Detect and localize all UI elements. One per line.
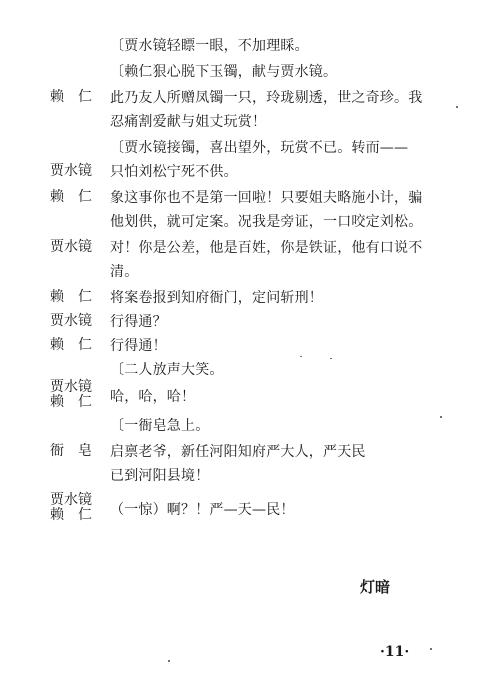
scan-speck: [430, 648, 432, 650]
scan-speck: [330, 358, 332, 359]
speaker-name: 贾水镜: [50, 379, 92, 395]
dialogue-line: 已到河阳县境！: [110, 468, 210, 484]
dialogue-line: 行得通？: [110, 314, 167, 330]
dialogue-line: 象这事你也不是第一回啦！只要姐夫略施小计，骗: [110, 190, 423, 206]
speaker-name: 赖 仁: [50, 189, 92, 205]
dialogue-line: 只怕刘松宁死不供。: [110, 164, 238, 180]
speaker-name: 赖 仁: [50, 394, 92, 410]
dialogue-line: 清。: [110, 264, 139, 280]
speaker-name: 赖 仁: [50, 289, 92, 305]
speaker-name: 衙 皂: [50, 443, 92, 459]
joint-speakers: [50, 380, 92, 410]
stage-direction: 〔一衙皂急上。: [110, 418, 210, 434]
speaker-name: 贾水镜: [50, 239, 92, 255]
dialogue-line: 启禀老爷，新任河阳知府严大人，严天民: [110, 444, 366, 460]
dialogue-line: 行得通！: [110, 338, 167, 354]
page-number: ·11·: [380, 644, 410, 660]
dialogue-line: 此乃友人所赠凤镯一只，玲珑剔透，世之奇珍。我: [110, 90, 423, 106]
speaker-name: 赖 仁: [50, 89, 92, 105]
dialogue-line: 哈，哈，哈！: [110, 389, 196, 405]
dialogue-line: （一惊）啊？！严—天—民！: [110, 502, 295, 518]
stage-direction: 〔二人放声大笑。: [110, 362, 224, 378]
speaker-name: 赖 仁: [50, 507, 92, 523]
stage-direction-lights-out: 灯暗: [360, 578, 391, 596]
dialogue-line: 他划供，就可定案。况我是旁证，一口咬定刘松。: [110, 214, 423, 230]
joint-speakers: [50, 493, 92, 523]
scan-speck: [440, 416, 442, 418]
stage-direction: 〔贾水镜接镯，喜出望外，玩赏不已。转而——: [110, 140, 409, 156]
stage-direction: 〔贾水镜轻瞟一眼，不加理睬。: [110, 38, 309, 54]
dialogue-line: 对！你是公差，他是百姓，你是铁证，他有口说不: [110, 240, 423, 256]
speaker-name: 贾水镜: [50, 163, 92, 179]
scan-speck: [456, 106, 458, 108]
speaker-name: 贾水镜: [50, 313, 92, 329]
speaker-name: 赖 仁: [50, 337, 92, 353]
dialogue-line: 将案卷报到知府衙门，定问斩刑！: [110, 290, 323, 306]
stage-direction: 〔赖仁狠心脱下玉镯，献与贾水镜。: [110, 64, 338, 80]
speaker-name: 贾水镜: [50, 492, 92, 508]
dialogue-line: 忍痛割爱献与姐丈玩赏！: [110, 114, 267, 130]
scan-speck: [168, 660, 170, 662]
scan-speck: [300, 356, 302, 357]
